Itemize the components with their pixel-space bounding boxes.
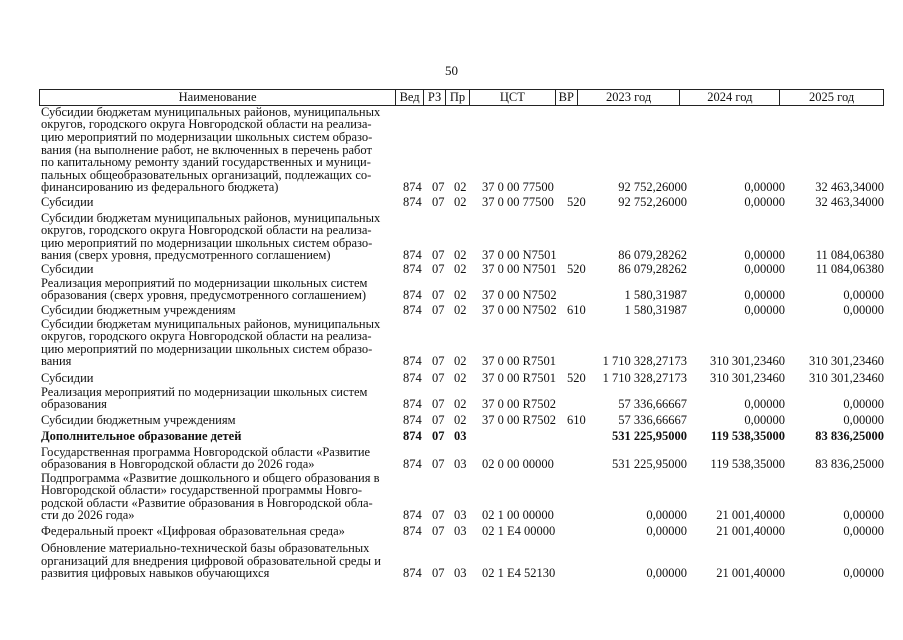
row-2024: 0,00000 [744,397,785,411]
row-ved: 874 [403,413,422,427]
header-2023: 2023 год [578,90,681,105]
row-name: Федеральный проект «Цифровая образовательная среда» [41,524,345,539]
row-name: Субсидии [41,262,94,277]
row-2023: 531 225,95000 [612,429,687,443]
row-pr: 02 [454,248,467,262]
row-cst: 02 0 00 00000 [482,457,554,471]
row-name: Подпрограмма «Развитие дошкольного и общего образования в Новгородской области» государственной программы Новго- родской области «Развитие образования в Новгородской обла- сти до 2026 года» [41,470,380,523]
row-2025: 83 836,25000 [815,457,884,471]
row-rz: 07 [432,371,445,385]
row-2024: 21 001,40000 [716,566,785,580]
header-vr: ВР [556,90,578,105]
row-ved: 874 [403,429,422,443]
row-ved: 874 [403,397,422,411]
row-2025: 310 301,23460 [809,371,884,385]
row-pr: 02 [454,180,467,194]
row-2025: 310 301,23460 [809,354,884,368]
row-2025: 0,00000 [843,303,884,317]
row-2025: 32 463,34000 [815,180,884,194]
row-name: Обновление материально-технической базы образовательных организаций для внедрения цифровой образовательной среды и развития цифровых навыков обучающихся [41,541,381,581]
row-2023: 1 580,31987 [624,288,687,302]
row-cst: 37 0 00 N7501 [482,262,557,276]
row-pr: 03 [454,566,467,580]
row-2023: 1 580,31987 [624,303,687,317]
header-pr: Пр [446,90,470,105]
row-2025: 0,00000 [843,413,884,427]
header-2025: 2025 год [809,90,855,104]
row-2025: 11 084,06380 [815,262,884,276]
row-pr: 03 [454,508,467,522]
row-name: Субсидии бюджетным учреждениям [41,303,236,318]
row-pr: 02 [454,195,467,209]
row-pr: 02 [454,413,467,427]
row-name: Дополнительное образование детей [41,429,242,444]
header-cst: ЦСТ [470,90,556,105]
row-cst: 37 0 00 77500 [482,195,554,209]
row-2023: 0,00000 [646,524,687,538]
row-rz: 07 [432,429,445,443]
row-pr: 03 [454,524,467,538]
row-cst: 37 0 00 N7502 [482,303,557,317]
row-2024: 0,00000 [744,413,785,427]
row-name: Субсидии бюджетам муниципальных районов, муниципальных округов, городского округа Новгородской области на реализа- цию мероприятий по модернизации школьных систем образо- вания [41,316,381,369]
row-rz: 07 [432,248,445,262]
row-ved: 874 [403,354,422,368]
row-ved: 874 [403,288,422,302]
row-2023: 92 752,26000 [618,180,687,194]
row-2025: 0,00000 [843,508,884,522]
row-pr: 02 [454,262,467,276]
row-2024: 119 538,35000 [710,429,785,443]
row-pr: 02 [454,288,467,302]
row-ved: 874 [403,566,422,580]
row-2025: 32 463,34000 [815,195,884,209]
row-ved: 874 [403,524,422,538]
row-cst: 02 1 00 00000 [482,508,554,522]
row-2024: 0,00000 [744,288,785,302]
row-rz: 07 [432,180,445,194]
header-name: Наименование [40,90,396,105]
row-pr: 02 [454,354,467,368]
row-2023: 1 710 328,27173 [602,371,687,385]
row-cst: 02 1 E4 00000 [482,524,556,538]
row-name: Субсидии [41,371,94,386]
row-cst: 37 0 00 N7501 [482,248,557,262]
row-2024: 0,00000 [744,262,785,276]
row-2024: 310 301,23460 [710,354,785,368]
row-pr: 02 [454,397,467,411]
row-2023: 57 336,66667 [618,413,687,427]
row-rz: 07 [432,524,445,538]
row-rz: 07 [432,354,445,368]
row-pr: 03 [454,429,467,443]
row-vr: 520 [567,262,586,276]
row-name: Субсидии бюджетным учреждениям [41,413,236,428]
row-rz: 07 [432,288,445,302]
row-ved: 874 [403,248,422,262]
row-vr: 610 [567,413,586,427]
row-cst: 37 0 00 R7501 [482,371,556,385]
row-ved: 874 [403,303,422,317]
header-ved: Вед [396,90,424,105]
row-2024: 0,00000 [744,195,785,209]
row-vr: 520 [567,195,586,209]
row-rz: 07 [432,566,445,580]
row-2025: 83 836,25000 [815,429,884,443]
row-2024: 119 538,35000 [710,457,785,471]
row-rz: 07 [432,397,445,411]
row-name: Реализация мероприятий по модернизации школьных систем образования (сверх уровня, предусмотренного соглашением) [41,275,368,303]
row-2024: 0,00000 [744,303,785,317]
row-pr: 03 [454,457,467,471]
row-2025: 0,00000 [843,566,884,580]
row-rz: 07 [432,303,445,317]
row-rz: 07 [432,457,445,471]
row-name: Субсидии [41,195,94,210]
row-2023: 86 079,28262 [618,262,687,276]
row-cst: 37 0 00 77500 [482,180,554,194]
row-2023: 0,00000 [646,566,687,580]
row-ved: 874 [403,195,422,209]
row-2023: 531 225,95000 [612,457,687,471]
row-pr: 02 [454,371,467,385]
row-2024: 21 001,40000 [716,508,785,522]
row-name: Реализация мероприятий по модернизации школьных систем образования [41,384,368,412]
row-cst: 02 1 E4 52130 [482,566,556,580]
row-2023: 0,00000 [646,508,687,522]
row-2025: 0,00000 [843,288,884,302]
row-2024: 0,00000 [744,248,785,262]
row-rz: 07 [432,262,445,276]
row-cst: 37 0 00 R7502 [482,397,556,411]
row-2023: 1 710 328,27173 [602,354,687,368]
row-rz: 07 [432,508,445,522]
row-name: Субсидии бюджетам муниципальных районов, муниципальных округов, городского округа Новгородской области на реализа- цию мероприятий по модернизации школьных систем образо- вания (на выполнение работ, не включенных в перечень работ по капитальному ремонту зданий государственных и муници- пальных общеобразовательных организаций, подлежащих со- финансированию из федерального бюджета) [41,104,381,195]
row-ved: 874 [403,371,422,385]
page-number: 50 [445,63,458,78]
row-ved: 874 [403,508,422,522]
row-ved: 874 [403,457,422,471]
row-2024: 21 001,40000 [716,524,785,538]
row-2025: 0,00000 [843,397,884,411]
row-2023: 57 336,66667 [618,397,687,411]
row-vr: 520 [567,371,586,385]
row-name: Государственная программа Новгородской области «Развитие образования в Новгородской области до 2026 года» [41,444,371,472]
row-ved: 874 [403,262,422,276]
row-name: Субсидии бюджетам муниципальных районов, муниципальных округов, городского округа Новгородской области на реализа- цию мероприятий по модернизации школьных систем образо- вания (сверх уровня, предусмотренного соглашением) [41,210,381,263]
row-2024: 0,00000 [744,180,785,194]
row-cst: 37 0 00 R7501 [482,354,556,368]
row-rz: 07 [432,413,445,427]
row-pr: 02 [454,303,467,317]
row-2023: 92 752,26000 [618,195,687,209]
row-ved: 874 [403,180,422,194]
row-cst: 37 0 00 N7502 [482,288,557,302]
row-2025: 11 084,06380 [815,248,884,262]
row-cst: 37 0 00 R7502 [482,413,556,427]
row-rz: 07 [432,195,445,209]
header-rz: РЗ [424,90,446,105]
header-2024: 2024 год [680,90,780,105]
row-2023: 86 079,28262 [618,248,687,262]
row-vr: 610 [567,303,586,317]
row-2025: 0,00000 [843,524,884,538]
row-2024: 310 301,23460 [710,371,785,385]
